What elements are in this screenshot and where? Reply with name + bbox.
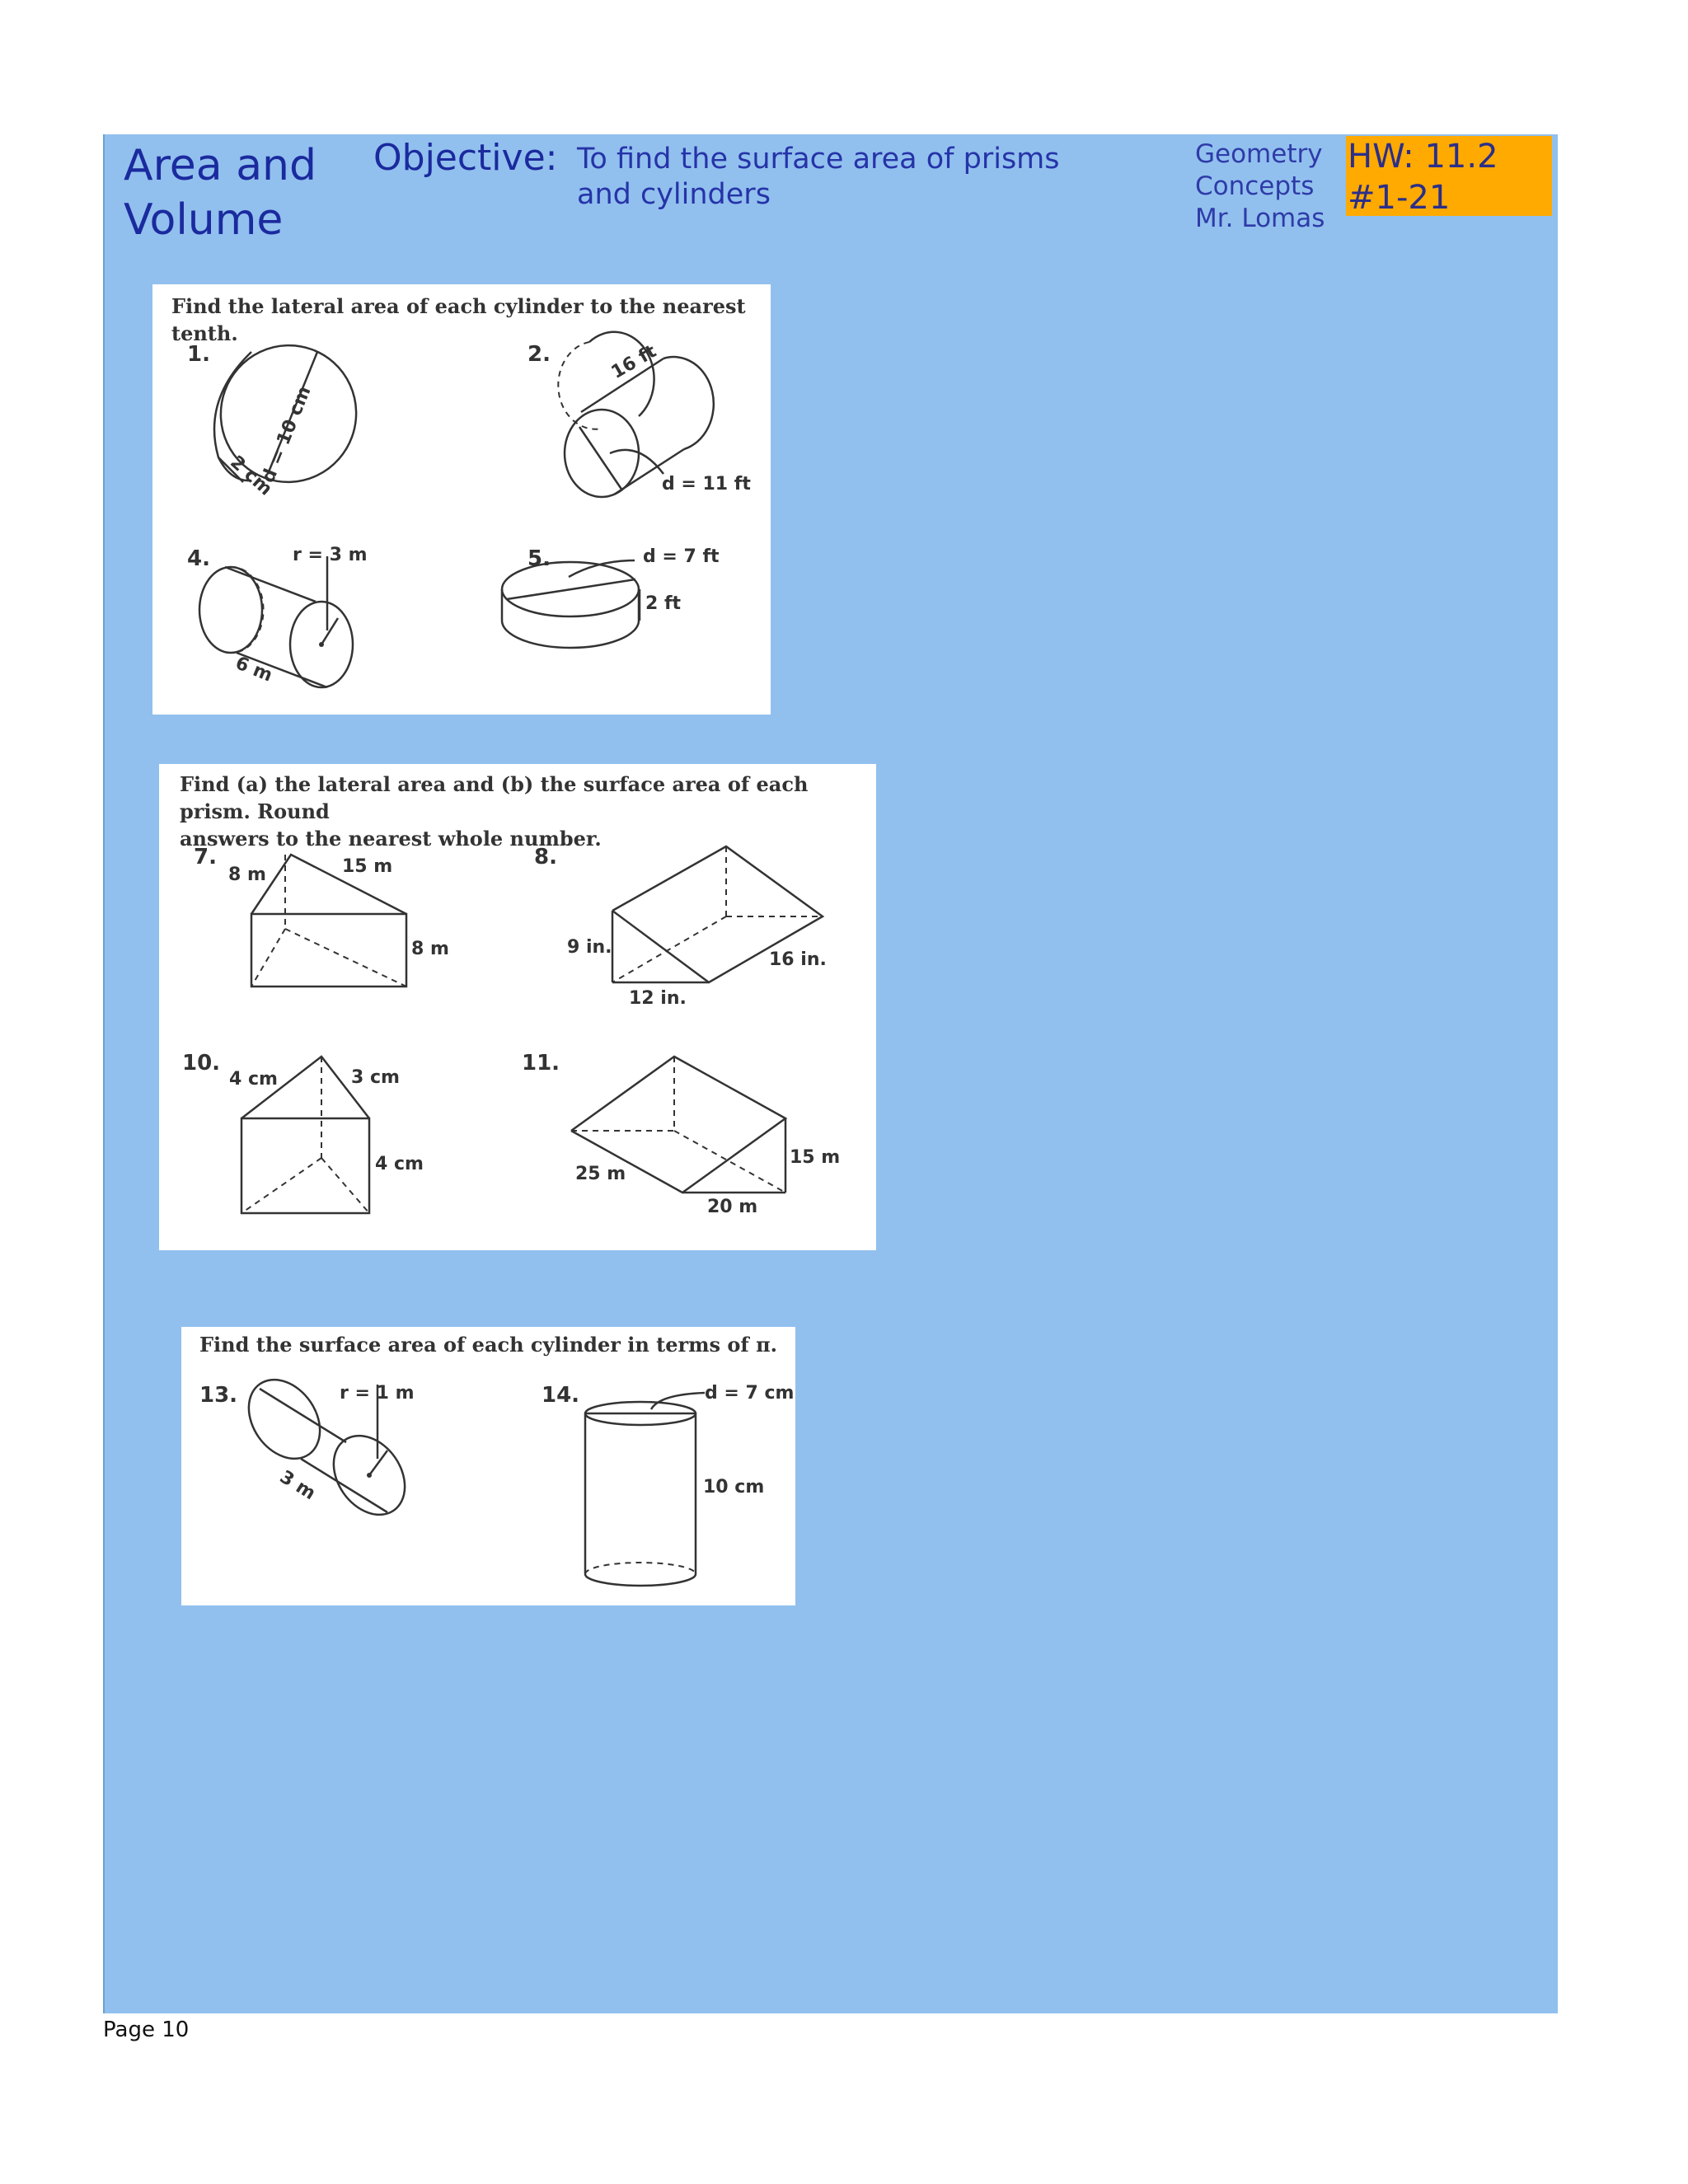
cylinder-lateral-card [152,284,771,715]
figure-5 [502,560,640,648]
problem-number: 14. [542,1383,580,1408]
cylinder-pi-card [181,1327,795,1605]
section2-instruction-line-2: answers to the nearest whole number. [180,827,602,851]
course-line-1: Geometry [1195,139,1323,169]
dimension-label: d = 7 cm [705,1383,795,1404]
dimension-label: 6 m [232,653,275,687]
section1-instruction: Find the lateral area of each cylinder to the nearest tenth. [171,294,746,345]
problem-number: 4. [187,546,210,571]
section2-instruction-line-1: Find (a) the lateral area and (b) the surface area of each prism. Round [180,772,809,823]
hw-line-1: HW: 11.2 [1348,138,1498,176]
problem-number: 2. [528,342,551,367]
title-line-2: Volume [124,195,284,245]
dimension-label: 15 m [790,1147,841,1168]
section3-instruction: Find the surface area of each cylinder in terms of π. [199,1333,778,1357]
problem-number: 7. [194,845,217,869]
cylinder-figures [152,284,771,715]
homework-badge [1346,136,1552,216]
dimension-label: 4 cm [229,1069,278,1090]
teacher-name: Mr. Lomas [1195,204,1325,233]
dimension-label: r = 1 m [340,1383,415,1404]
dimension-label: 12 in. [629,988,687,1009]
figure-4 [199,556,353,687]
dimension-label: d = 7 ft [643,546,720,567]
course-line-2: Concepts [1195,171,1315,201]
dimension-label: 8 m [228,865,266,885]
dimension-label: 15 m [342,856,393,877]
dimension-label: 2 ft [645,593,682,614]
page-number: Page 10 [103,2018,190,2042]
dimension-label: 3 cm [351,1067,400,1088]
problem-number: 5. [528,546,551,571]
figure-14 [585,1393,705,1586]
problem-number: 13. [199,1383,238,1408]
prism-card [159,764,876,1250]
objective-text: To find the surface area of prisms and cylinders [577,143,1060,211]
dimension-label: 16 ft [607,341,660,383]
dimension-label: 4 cm [375,1154,424,1174]
problem-number: 1. [187,342,210,367]
dimension-label: 2 cm [226,452,276,500]
dimension-label: 10 cm [703,1477,765,1497]
dimension-label: 9 in. [567,937,612,958]
dimension-label: 8 m [411,939,449,959]
objective-label: Objective: [373,137,558,179]
dimension-label: d = 10 cm [258,383,316,486]
problem-number: 11. [522,1051,560,1076]
page-title [124,138,316,247]
hw-line-2: #1-21 [1348,179,1451,217]
dimension-label: 3 m [275,1466,320,1505]
problem-number: 8. [534,845,557,869]
dimension-label: 25 m [575,1164,626,1184]
dimension-label: 20 m [707,1197,758,1217]
dimension-label: r = 3 m [293,545,368,565]
problem-number: 10. [182,1051,221,1076]
dimension-label: 16 in. [769,949,827,970]
course-info [1195,138,1325,235]
title-line-1: Area and [124,141,317,190]
prism-figures [159,764,876,1250]
dimension-label: d = 11 ft [662,474,751,494]
cylinder-pi-figures [181,1327,795,1605]
